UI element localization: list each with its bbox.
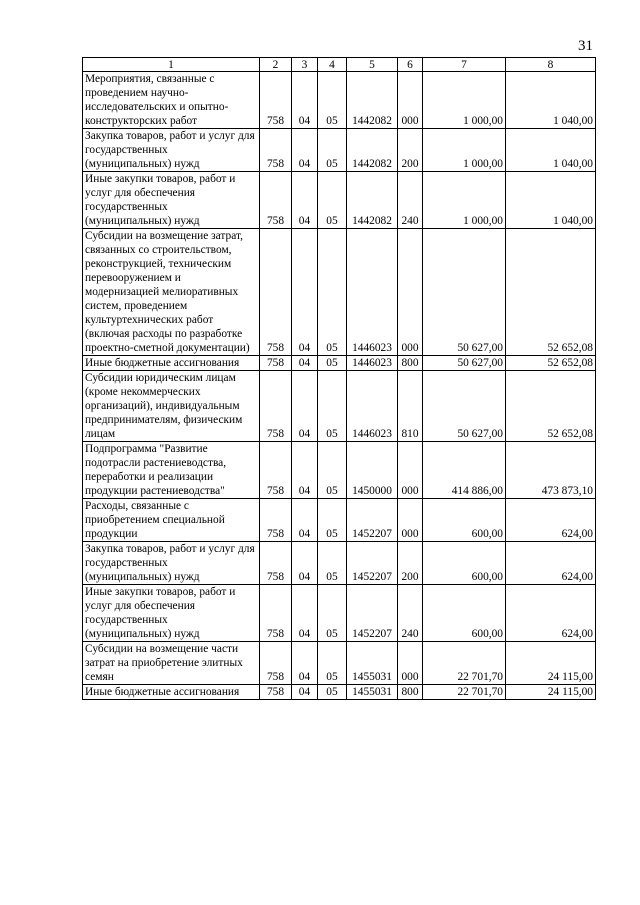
item-name: Закупка товаров, работ и услуг для государственных (муниципальных) нужд [83, 542, 260, 585]
table-row [83, 642, 596, 685]
table-row [83, 542, 596, 585]
item-name: Расходы, связанные с приобретением специальной продукции [83, 499, 260, 542]
item-name: Закупка товаров, работ и услуг для государственных (муниципальных) нужд [83, 129, 260, 172]
table-row [83, 172, 596, 229]
target-article-code: 1455031 [347, 642, 398, 685]
page-number: 31 [578, 38, 593, 54]
section-code: 04 [292, 356, 318, 371]
expense-type-code: 000 [398, 72, 423, 129]
subsection-code: 05 [318, 542, 347, 585]
section-code: 04 [292, 642, 318, 685]
target-article-code: 1446023 [347, 371, 398, 442]
section-code: 04 [292, 442, 318, 499]
subsection-code: 05 [318, 172, 347, 229]
item-name: Субсидии юридическим лицам (кроме некоммерческих организаций), индивидуальным предпринимателям, физическим лицам [83, 371, 260, 442]
section-code: 04 [292, 229, 318, 356]
amount-col-7: 600,00 [423, 585, 506, 642]
amount-col-8: 24 115,00 [506, 642, 596, 685]
amount-col-7: 414 886,00 [423, 442, 506, 499]
amount-col-7: 50 627,00 [423, 371, 506, 442]
section-code: 04 [292, 542, 318, 585]
amount-col-8: 1 040,00 [506, 72, 596, 129]
item-name: Мероприятия, связанные с проведением научно-исследовательских и опытно-конструкторских работ [83, 72, 260, 129]
amount-col-7: 22 701,70 [423, 685, 506, 700]
expense-type-code: 800 [398, 685, 423, 700]
item-name: Иные закупки товаров, работ и услуг для обеспечения государственных (муниципальных) нужд [83, 585, 260, 642]
expense-type-code: 000 [398, 499, 423, 542]
ministry-code: 758 [260, 499, 292, 542]
item-name: Иные бюджетные ассигнования [83, 356, 260, 371]
target-article-code: 1446023 [347, 229, 398, 356]
table-body [83, 72, 596, 700]
target-article-code: 1455031 [347, 685, 398, 700]
table-row [83, 442, 596, 499]
item-name: Иные бюджетные ассигнования [83, 685, 260, 700]
target-article-code: 1452207 [347, 542, 398, 585]
amount-col-8: 624,00 [506, 499, 596, 542]
subsection-code: 05 [318, 642, 347, 685]
table-row [83, 129, 596, 172]
expense-type-code: 000 [398, 229, 423, 356]
amount-col-8: 624,00 [506, 542, 596, 585]
amount-col-8: 624,00 [506, 585, 596, 642]
table-header [83, 58, 596, 72]
subsection-code: 05 [318, 129, 347, 172]
subsection-code: 05 [318, 685, 347, 700]
section-code: 04 [292, 685, 318, 700]
amount-col-8: 473 873,10 [506, 442, 596, 499]
subsection-code: 05 [318, 371, 347, 442]
amount-col-8: 1 040,00 [506, 172, 596, 229]
table-row [83, 685, 596, 700]
item-name: Субсидии на возмещение части затрат на приобретение элитных семян [83, 642, 260, 685]
item-name: Субсидии на возмещение затрат, связанных со строительством, реконструкцией, техническим перевооружением и модернизацией мелиоративных систем, проведением культуртехнических работ (включая расходы по разработке проектно-сметной документации) [83, 229, 260, 356]
section-code: 04 [292, 172, 318, 229]
subsection-code: 05 [318, 72, 347, 129]
expense-type-code: 810 [398, 371, 423, 442]
target-article-code: 1442082 [347, 72, 398, 129]
table-row [83, 371, 596, 442]
item-name: Иные закупки товаров, работ и услуг для обеспечения государственных (муниципальных) нужд [83, 172, 260, 229]
target-article-code: 1452207 [347, 499, 398, 542]
amount-col-8: 1 040,00 [506, 129, 596, 172]
amount-col-7: 600,00 [423, 499, 506, 542]
expense-type-code: 200 [398, 129, 423, 172]
header-cell-7: 7 [423, 58, 506, 72]
amount-col-7: 1 000,00 [423, 72, 506, 129]
header-cell-4: 4 [318, 58, 347, 72]
ministry-code: 758 [260, 129, 292, 172]
table-row [83, 229, 596, 356]
expense-type-code: 240 [398, 585, 423, 642]
target-article-code: 1452207 [347, 585, 398, 642]
header-cell-8: 8 [506, 58, 596, 72]
amount-col-7: 600,00 [423, 542, 506, 585]
table-row [83, 499, 596, 542]
header-cell-3: 3 [292, 58, 318, 72]
section-code: 04 [292, 72, 318, 129]
ministry-code: 758 [260, 371, 292, 442]
ministry-code: 758 [260, 229, 292, 356]
amount-col-7: 1 000,00 [423, 129, 506, 172]
expense-type-code: 200 [398, 542, 423, 585]
ministry-code: 758 [260, 172, 292, 229]
section-code: 04 [292, 129, 318, 172]
header-cell-2: 2 [260, 58, 292, 72]
target-article-code: 1450000 [347, 442, 398, 499]
expense-type-code: 000 [398, 442, 423, 499]
target-article-code: 1446023 [347, 356, 398, 371]
table-row [83, 585, 596, 642]
amount-col-7: 1 000,00 [423, 172, 506, 229]
budget-table [82, 57, 596, 700]
ministry-code: 758 [260, 542, 292, 585]
header-cell-1: 1 [83, 58, 260, 72]
ministry-code: 758 [260, 642, 292, 685]
amount-col-8: 24 115,00 [506, 685, 596, 700]
ministry-code: 758 [260, 356, 292, 371]
expense-type-code: 800 [398, 356, 423, 371]
amount-col-7: 50 627,00 [423, 229, 506, 356]
target-article-code: 1442082 [347, 129, 398, 172]
subsection-code: 05 [318, 442, 347, 499]
subsection-code: 05 [318, 356, 347, 371]
ministry-code: 758 [260, 585, 292, 642]
header-cell-5: 5 [347, 58, 398, 72]
section-code: 04 [292, 499, 318, 542]
table-row [83, 356, 596, 371]
expense-type-code: 240 [398, 172, 423, 229]
amount-col-7: 22 701,70 [423, 642, 506, 685]
ministry-code: 758 [260, 685, 292, 700]
subsection-code: 05 [318, 499, 347, 542]
item-name: Подпрограмма "Развитие подотрасли растениеводства, переработки и реализации продукции растениеводства" [83, 442, 260, 499]
amount-col-8: 52 652,08 [506, 356, 596, 371]
table-row [83, 72, 596, 129]
amount-col-7: 50 627,00 [423, 356, 506, 371]
amount-col-8: 52 652,08 [506, 371, 596, 442]
header-cell-6: 6 [398, 58, 423, 72]
section-code: 04 [292, 371, 318, 442]
header-row [83, 58, 596, 72]
target-article-code: 1442082 [347, 172, 398, 229]
section-code: 04 [292, 585, 318, 642]
subsection-code: 05 [318, 585, 347, 642]
amount-col-8: 52 652,08 [506, 229, 596, 356]
expense-type-code: 000 [398, 642, 423, 685]
ministry-code: 758 [260, 72, 292, 129]
subsection-code: 05 [318, 229, 347, 356]
ministry-code: 758 [260, 442, 292, 499]
